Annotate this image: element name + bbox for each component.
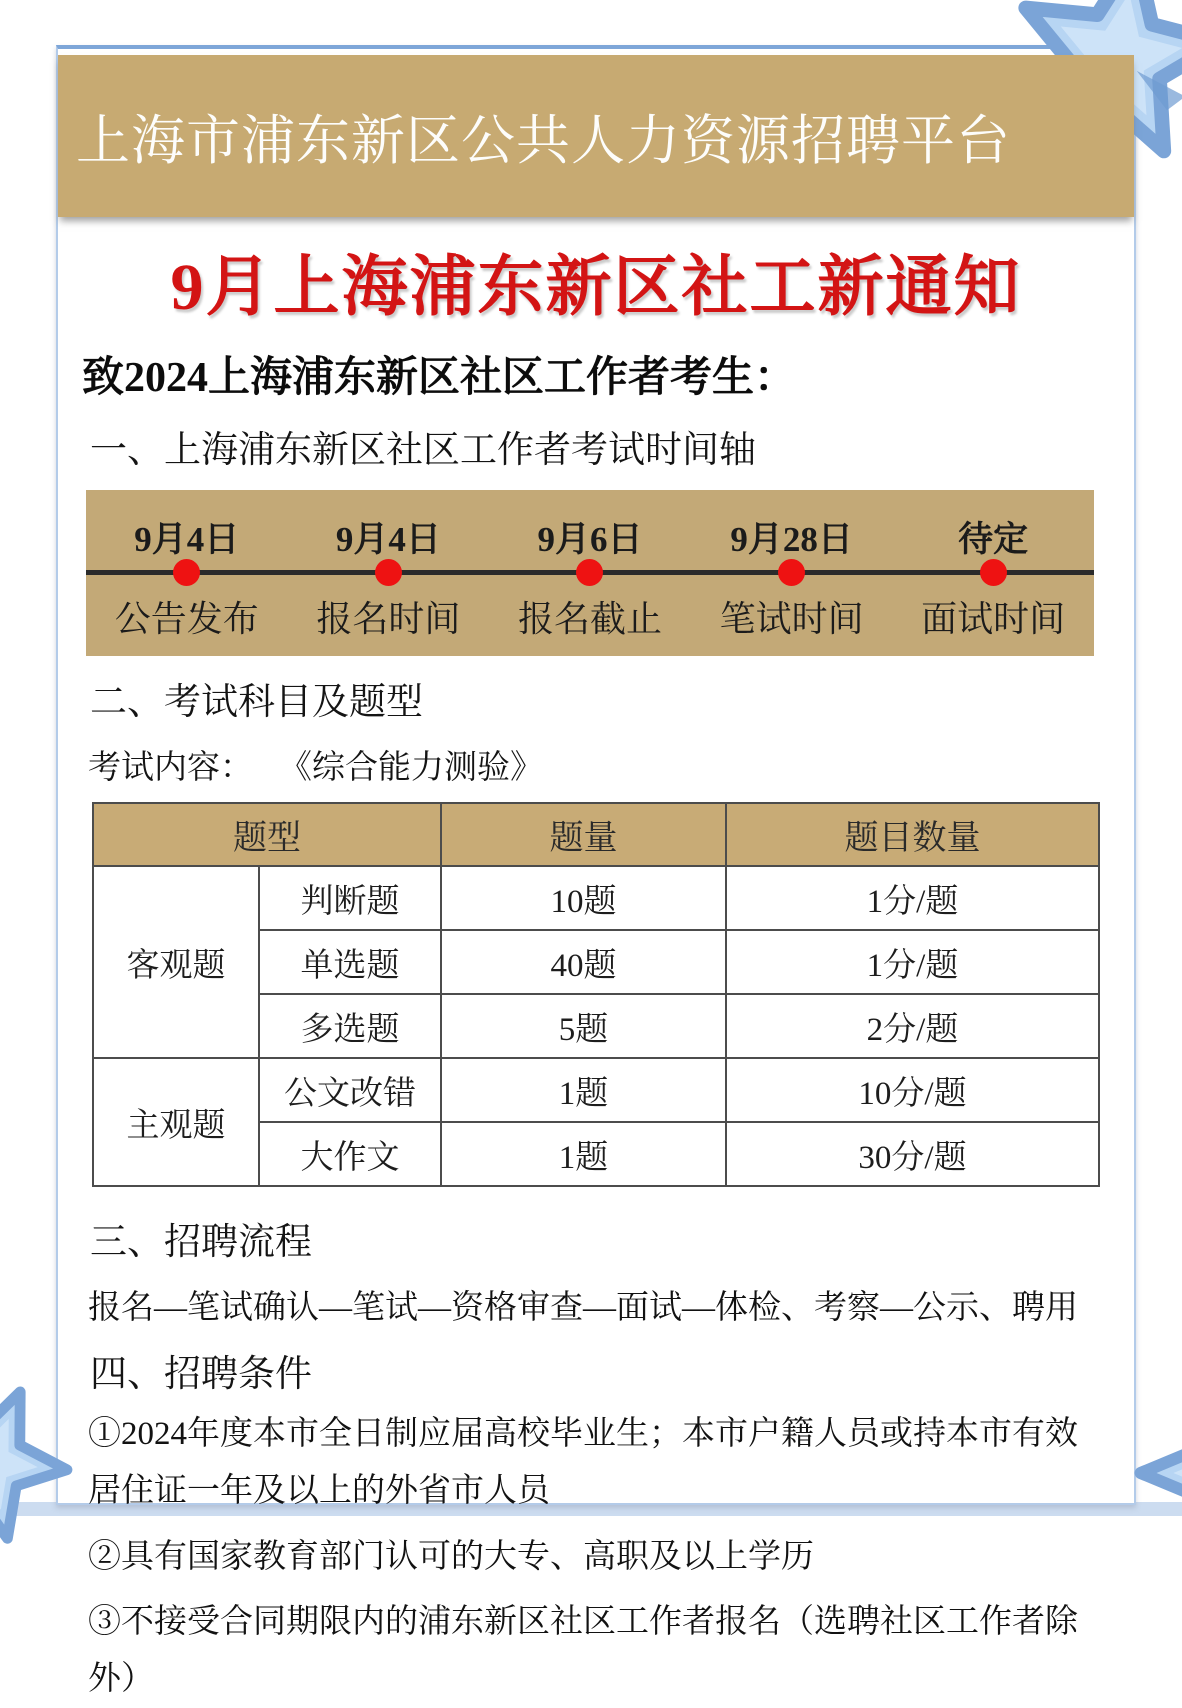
table-header-question-score: 题目数量 — [726, 803, 1099, 866]
table-cell-score: 30分/题 — [726, 1122, 1099, 1186]
timeline-event-label: 笔试时间 — [719, 599, 864, 639]
condition-item-2: ②具有国家教育部门认可的大专、高职及以上学历 — [88, 1538, 814, 1575]
timeline-dot-icon — [778, 559, 805, 586]
table-header-row — [93, 803, 1099, 866]
table-row — [93, 866, 1099, 930]
table-cell-group-objective: 客观题 — [93, 866, 259, 1058]
timeline-event-label: 报名截止 — [517, 599, 662, 639]
timeline-event-date: 9月4日 — [134, 520, 240, 559]
table-row — [93, 1058, 1099, 1122]
condition-item-3: ③不接受合同期限内的浦东新区社区工作者报名（选聘社区工作者除外） — [88, 1604, 1078, 1697]
table-cell-score: 1分/题 — [726, 930, 1099, 994]
timeline-event — [489, 490, 691, 656]
timeline-dot-icon — [173, 559, 200, 586]
table-cell-score: 2分/题 — [726, 994, 1099, 1058]
timeline-event-date: 9月28日 — [730, 520, 853, 559]
exam-timeline — [86, 490, 1094, 656]
platform-banner — [58, 55, 1134, 217]
timeline-event-label: 公告发布 — [114, 599, 259, 639]
notice-card — [56, 45, 1136, 1697]
table-cell-score: 10分/题 — [726, 1058, 1099, 1122]
table-cell-count: 40题 — [441, 930, 726, 994]
table-header-question-type: 题型 — [93, 803, 441, 866]
exam-structure-table — [92, 802, 1100, 1187]
table-cell-count: 1题 — [441, 1122, 726, 1186]
exam-content-label: 考试内容： — [88, 750, 253, 786]
timeline-event — [86, 490, 288, 656]
timeline-dot-icon — [375, 559, 402, 586]
timeline-event — [288, 490, 490, 656]
table-cell-count: 5题 — [441, 994, 726, 1058]
timeline-dot-icon — [576, 559, 603, 586]
timeline-dot-icon — [980, 559, 1007, 586]
table-cell-score: 1分/题 — [726, 866, 1099, 930]
condition-item-1: ①2024年度本市全日制应届高校毕业生；本市户籍人员或持本市有效居住证一年及以上的外省市人员 — [88, 1416, 1078, 1509]
timeline-event — [691, 490, 893, 656]
salutation-text: 致2024上海浦东新区社区工作者考生： — [82, 355, 797, 401]
timeline-event-date: 9月6日 — [537, 520, 643, 559]
table-cell-type: 多选题 — [259, 994, 441, 1058]
section-heading-process: 三、招聘流程 — [90, 1222, 312, 1263]
recruitment-flow-text: 报名—笔试确认—笔试—资格审查—面试—体检、考察—公示、聘用 — [88, 1290, 1078, 1326]
section-heading-conditions: 四、招聘条件 — [90, 1354, 312, 1395]
page-title: 9月上海浦东新区社工新通知 — [170, 251, 1022, 324]
exam-content-line — [88, 741, 1134, 788]
table-cell-count: 1题 — [441, 1058, 726, 1122]
table-cell-type: 大作文 — [259, 1122, 441, 1186]
star-decoration-bottom-left-icon — [0, 1371, 82, 1555]
timeline-event — [892, 490, 1094, 656]
table-cell-group-subjective: 主观题 — [93, 1058, 259, 1186]
table-cell-type: 单选题 — [259, 930, 441, 994]
table-cell-type: 判断题 — [259, 866, 441, 930]
timeline-event-label: 报名时间 — [316, 599, 461, 639]
timeline-event-date: 待定 — [958, 520, 1029, 559]
section-heading-exam-subjects: 二、考试科目及题型 — [90, 682, 423, 723]
table-header-question-count: 题量 — [441, 803, 726, 866]
table-cell-count: 10题 — [441, 866, 726, 930]
table-cell-type: 公文改错 — [259, 1058, 441, 1122]
timeline-event-label: 面试时间 — [921, 599, 1066, 639]
exam-content-value: 《综合能力测验》 — [279, 750, 543, 786]
platform-banner-title: 上海市浦东新区公共人力资源招聘平台 — [76, 110, 1011, 171]
section-heading-timeline: 一、上海浦东新区社区工作者考试时间轴 — [90, 430, 756, 471]
timeline-event-date: 9月4日 — [335, 520, 441, 559]
